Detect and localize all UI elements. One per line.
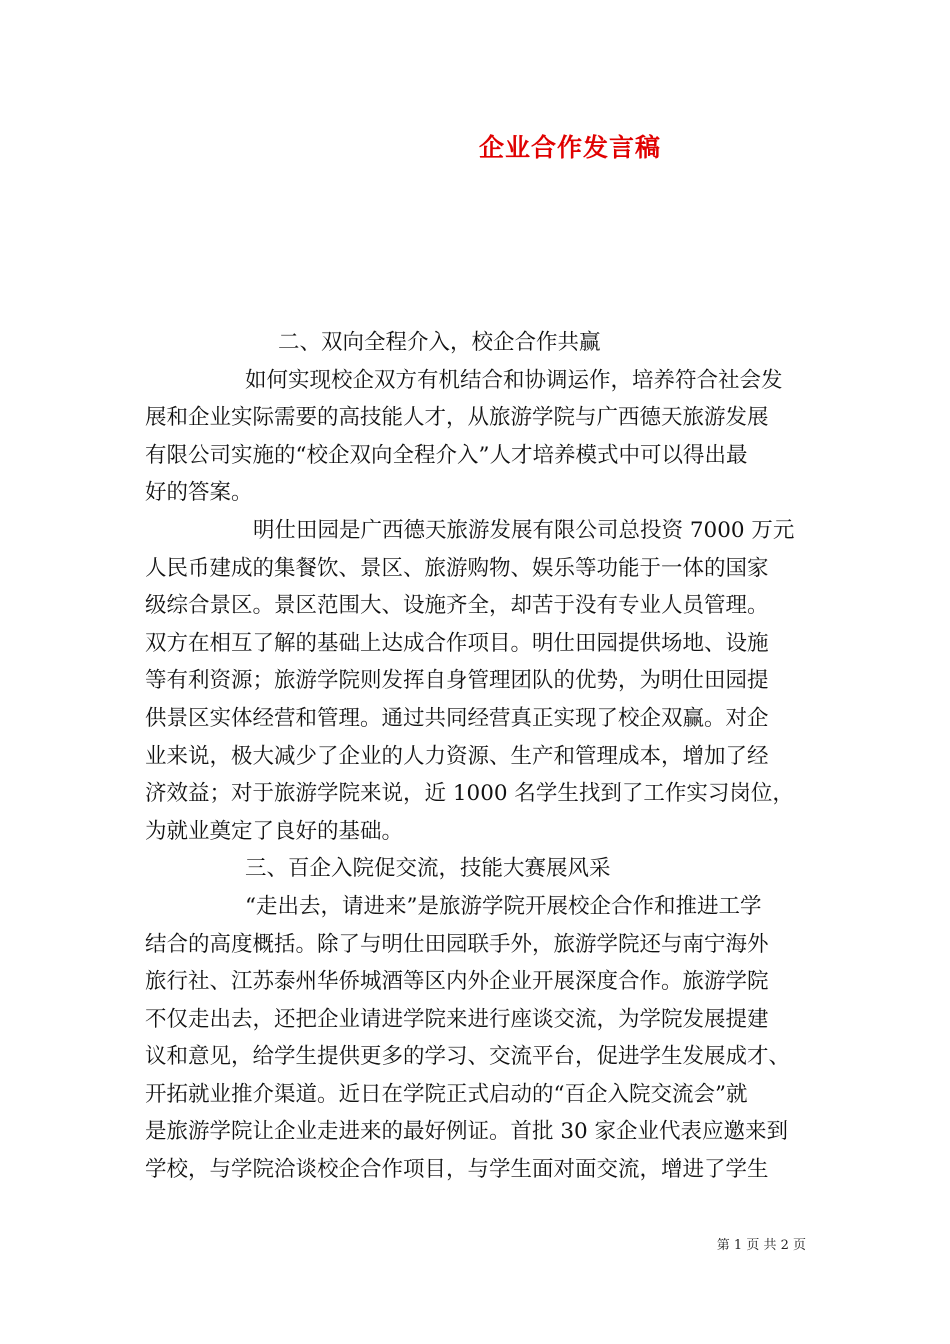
text-line: 三、百企入院促交流，技能大赛展风采 <box>245 856 611 882</box>
text-line: “走出去，请进来”是旅游学院开展校企合作和推进工学 <box>245 893 762 919</box>
text-line: 人民币建成的集餐饮、景区、旅游购物、娱乐等功能于一体的国家 <box>145 555 769 581</box>
text-line: 议和意见，给学生提供更多的学习、交流平台，促进学生发展成才、 <box>145 1044 791 1070</box>
text-line: 供景区实体经营和管理。通过共同经营真正实现了校企双赢。对企 <box>145 705 769 731</box>
text-line: 旅行社、江苏泰州华侨城酒等区内外企业开展深度合作。旅游学院 <box>145 969 769 995</box>
text-line: 开拓就业推介渠道。近日在学院正式启动的“百企入院交流会”就 <box>145 1081 748 1107</box>
text-line: 等有利资源；旅游学院则发挥自身管理团队的优势，为明仕田园提 <box>145 668 769 694</box>
text-line: 好的答案。 <box>145 480 253 506</box>
text-line: 是旅游学院让企业走进来的最好例证。首批 30 家企业代表应邀来到 <box>145 1119 789 1145</box>
page-title: 企业合作发言稿 <box>478 133 661 162</box>
text-line: 如何实现校企双方有机结合和协调运作，培养符合社会发 <box>245 367 783 393</box>
text-line: 济效益；对于旅游学院来说，近 1000 名学生找到了工作实习岗位， <box>145 781 794 807</box>
text-line: 学校，与学院洽谈校企合作项目，与学生面对面交流，增进了学生 <box>145 1157 769 1183</box>
page-footer: 第 1 页 共 2 页 <box>716 1238 806 1253</box>
text-line: 二、双向全程介入，校企合作共赢 <box>278 330 601 355</box>
document-body <box>145 324 810 1189</box>
text-line: 不仅走出去，还把企业请进学院来进行座谈交流，为学院发展提建 <box>145 1006 769 1032</box>
text-line: 有限公司实施的“校企双向全程介入”人才培养模式中可以得出最 <box>145 442 748 468</box>
text-line: 级综合景区。景区范围大、设施齐全，却苦于没有专业人员管理。 <box>145 593 769 619</box>
text-line: 明仕田园是广西德天旅游发展有限公司总投资 7000 万元 <box>253 517 795 543</box>
text-line: 结合的高度概括。除了与明仕田园联手外，旅游学院还与南宁海外 <box>145 931 769 957</box>
text-line: 展和企业实际需要的高技能人才，从旅游学院与广西德天旅游发展 <box>145 405 769 431</box>
text-line: 业来说，极大减少了企业的人力资源、生产和管理成本，增加了经 <box>145 743 769 769</box>
text-line: 为就业奠定了良好的基础。 <box>145 818 404 844</box>
text-line: 双方在相互了解的基础上达成合作项目。明仕田园提供场地、设施 <box>145 630 769 656</box>
